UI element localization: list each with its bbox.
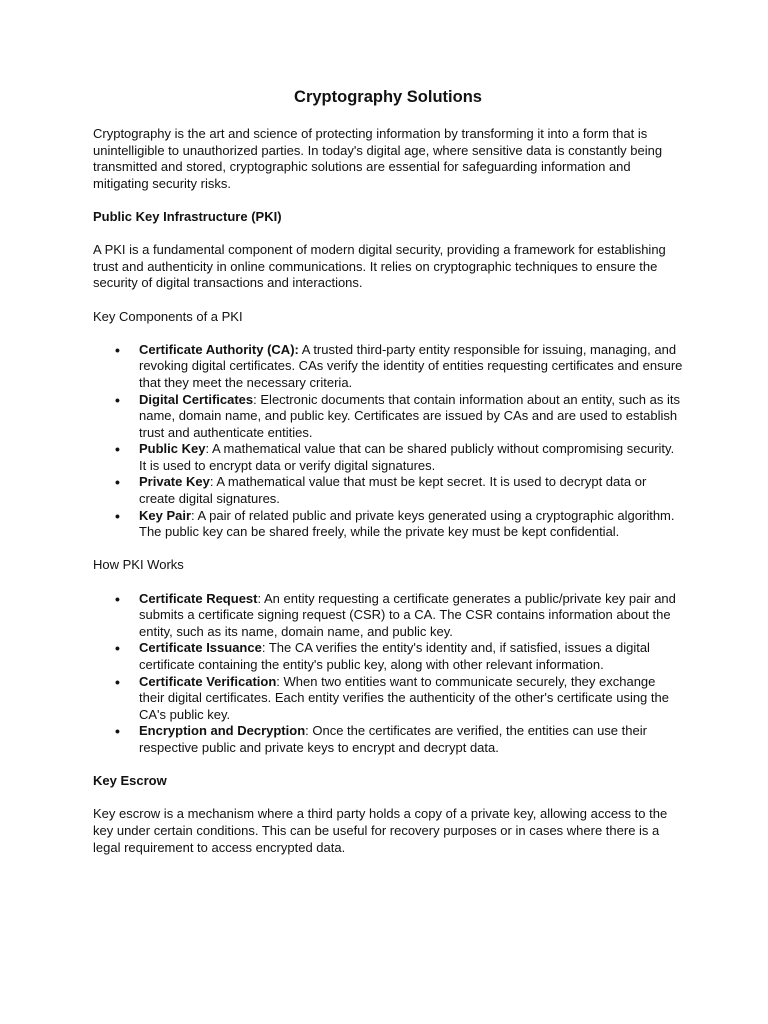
list-item-text: : Once the certificates are verified, the entities can use their respective public and private keys to encrypt and decrypt data. <box>139 723 647 755</box>
list-item-text: : A mathematical value that must be kept secret. It is used to decrypt data or create digital signatures. <box>139 474 647 507</box>
list-item <box>93 342 683 392</box>
list-item <box>93 640 683 673</box>
page-title: Cryptography Solutions <box>294 88 482 106</box>
list-item <box>93 508 683 541</box>
list-item-text: : An entity requesting a certificate generates a public/private key pair and submits a certificate signing request (CSR) to a CA. The CSR contains information about the entity, such as its name, domain name, and public key. <box>139 590 676 639</box>
list-item-term: Certificate Issuance <box>139 640 262 656</box>
list-item-text: : A pair of related public and private keys generated using a cryptographic algorithm. The public key can be shared freely, while the private key must be kept confidential. <box>139 507 675 540</box>
list-item <box>93 441 683 474</box>
list-item <box>93 474 683 507</box>
list-item <box>93 723 683 756</box>
list-item-term: Certificate Verification <box>139 673 277 689</box>
works-label: How PKI Works <box>93 557 184 573</box>
list-item <box>93 674 683 724</box>
list-item-text: : The CA verifies the entity's identity and, if satisfied, issues a digital certificate containing the entity's public key, along with other relevant information. <box>139 640 650 672</box>
list-item-text: : Electronic documents that contain information about an entity, such as its name, domain name, and public key. Certificates are issued by CAs and are used to establish trust and authenticate entities. <box>139 391 680 440</box>
list-item <box>93 392 683 442</box>
escrow-description: Key escrow is a mechanism where a third party holds a copy of a private key, allowing access to the key under certain conditions. This can be useful for recovery purposes or in cases where there is a legal requirement to access encrypted data. <box>93 806 668 855</box>
list-item-term: Certificate Request <box>139 590 258 606</box>
list-item-text: : A mathematical value that can be shared publicly without compromising security. It is used to encrypt data or verify digital signatures. <box>139 441 675 473</box>
list-item-term: Key Pair <box>139 507 192 523</box>
pki-description: A PKI is a fundamental component of modern digital security, providing a framework for establishing trust and authenticity in online communications. It relies on cryptographic techniques to ensure the security of digital transactions and interactions. <box>93 242 666 291</box>
pki-heading: Public Key Infrastructure (PKI) <box>93 208 282 224</box>
list-item-term: Certificate Authority (CA): <box>139 341 299 357</box>
list-item-term: Digital Certificates <box>139 391 254 407</box>
intro-paragraph: Cryptography is the art and science of protecting information by transforming it into a form that is unintelligible to unauthorized parties. In today's digital age, where sensitive data is constantly being transmitted and stored, cryptographic solutions are essential for safeguarding information and mitigating security risks. <box>93 126 663 191</box>
steps-list <box>93 591 683 757</box>
list-item-text: : When two entities want to communicate securely, they exchange their digital certificates. Each entity verifies the authenticity of the other's certificate using the CA's public key. <box>139 673 669 722</box>
escrow-heading: Key Escrow <box>93 773 167 789</box>
components-list <box>93 342 683 541</box>
document-body <box>93 86 683 873</box>
list-item-term: Public Key <box>139 441 206 457</box>
components-label: Key Components of a PKI <box>93 308 243 324</box>
list-item <box>93 591 683 641</box>
list-item-term: Encryption and Decryption <box>139 723 306 739</box>
list-item-text: A trusted third-party entity responsible for issuing, managing, and revoking digital certificates. CAs verify the identity of entities requesting certificates and ensure that they meet the necessary criteria. <box>139 341 683 390</box>
list-item-term: Private Key <box>139 474 210 490</box>
